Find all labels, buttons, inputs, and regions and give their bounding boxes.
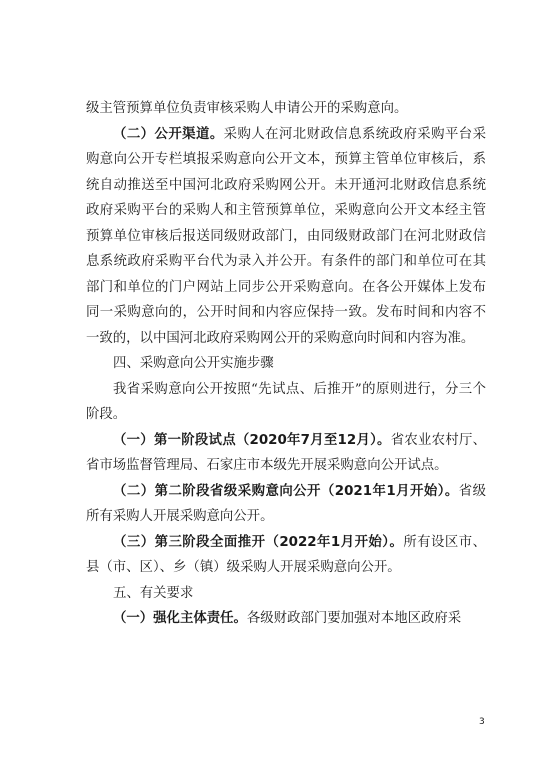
paragraph bbox=[86, 96, 486, 122]
bold-heading: （一）强化主体责任。 bbox=[113, 611, 247, 626]
text-run: 各级财政部门要加强对本地区政府采 bbox=[246, 611, 462, 626]
paragraph bbox=[86, 377, 486, 428]
body-text bbox=[86, 96, 486, 632]
paragraph bbox=[86, 428, 486, 479]
text-run: 所有设区市、县（市、区）、乡（镇）级采购人开展采购意向公开。 bbox=[86, 534, 487, 575]
text-run: 采购人在河北财政信息系统政府采购平台采购意向公开专栏填报采购意向公开文本，预算主管单位审核后，系统自动推送至中国河北政府采购网公开。未开通河北财政信息系统政府采购平台的采购人和主管预算单位，采购意向公开文本经主管预算单位审核后报送同级财政部门，由同级财政部门在河北财政信息系统政府采购平台代为录入并公开。有条件的部门和单位可在其部门和单位的门户网站上同步公开采购意向。在各公开媒体上发布同一采购意向的，公开时间和内容应保持一致。发布时间和内容不一致的，以中国河北政府采购网公开的采购意向时间和内容为准。 bbox=[86, 126, 487, 346]
text-run: 我省采购意向公开按照“先试点、后推开”的原则进行，分三个阶段。 bbox=[86, 381, 486, 422]
paragraph bbox=[86, 479, 486, 530]
text-run: 省级所有采购人开展采购意向公开。 bbox=[86, 483, 487, 524]
paragraph bbox=[86, 530, 486, 581]
paragraph bbox=[86, 606, 486, 632]
text-run: 省农业农村厅、省市场监督管理局、石家庄市本级先开展采购意向公开试点。 bbox=[86, 432, 486, 473]
bold-heading: （二）公开渠道。 bbox=[113, 126, 224, 142]
text-run: 级主管预算单位负责审核采购人申请公开的采购意向。 bbox=[86, 101, 408, 116]
paragraph bbox=[86, 122, 486, 352]
section-heading: 四、采购意向公开实施步骤 bbox=[113, 356, 274, 371]
bold-heading: （二）第二阶段省级采购意向公开（2021年1月开始）。 bbox=[113, 483, 459, 499]
section-heading: 五、有关要求 bbox=[113, 585, 194, 601]
bold-heading: （一）第一阶段试点（2020年7月至12月）。 bbox=[113, 432, 391, 448]
bold-heading: （三）第三阶段全面推开（2022年1月开始）。 bbox=[113, 534, 404, 550]
page-number: 3 bbox=[479, 717, 485, 727]
